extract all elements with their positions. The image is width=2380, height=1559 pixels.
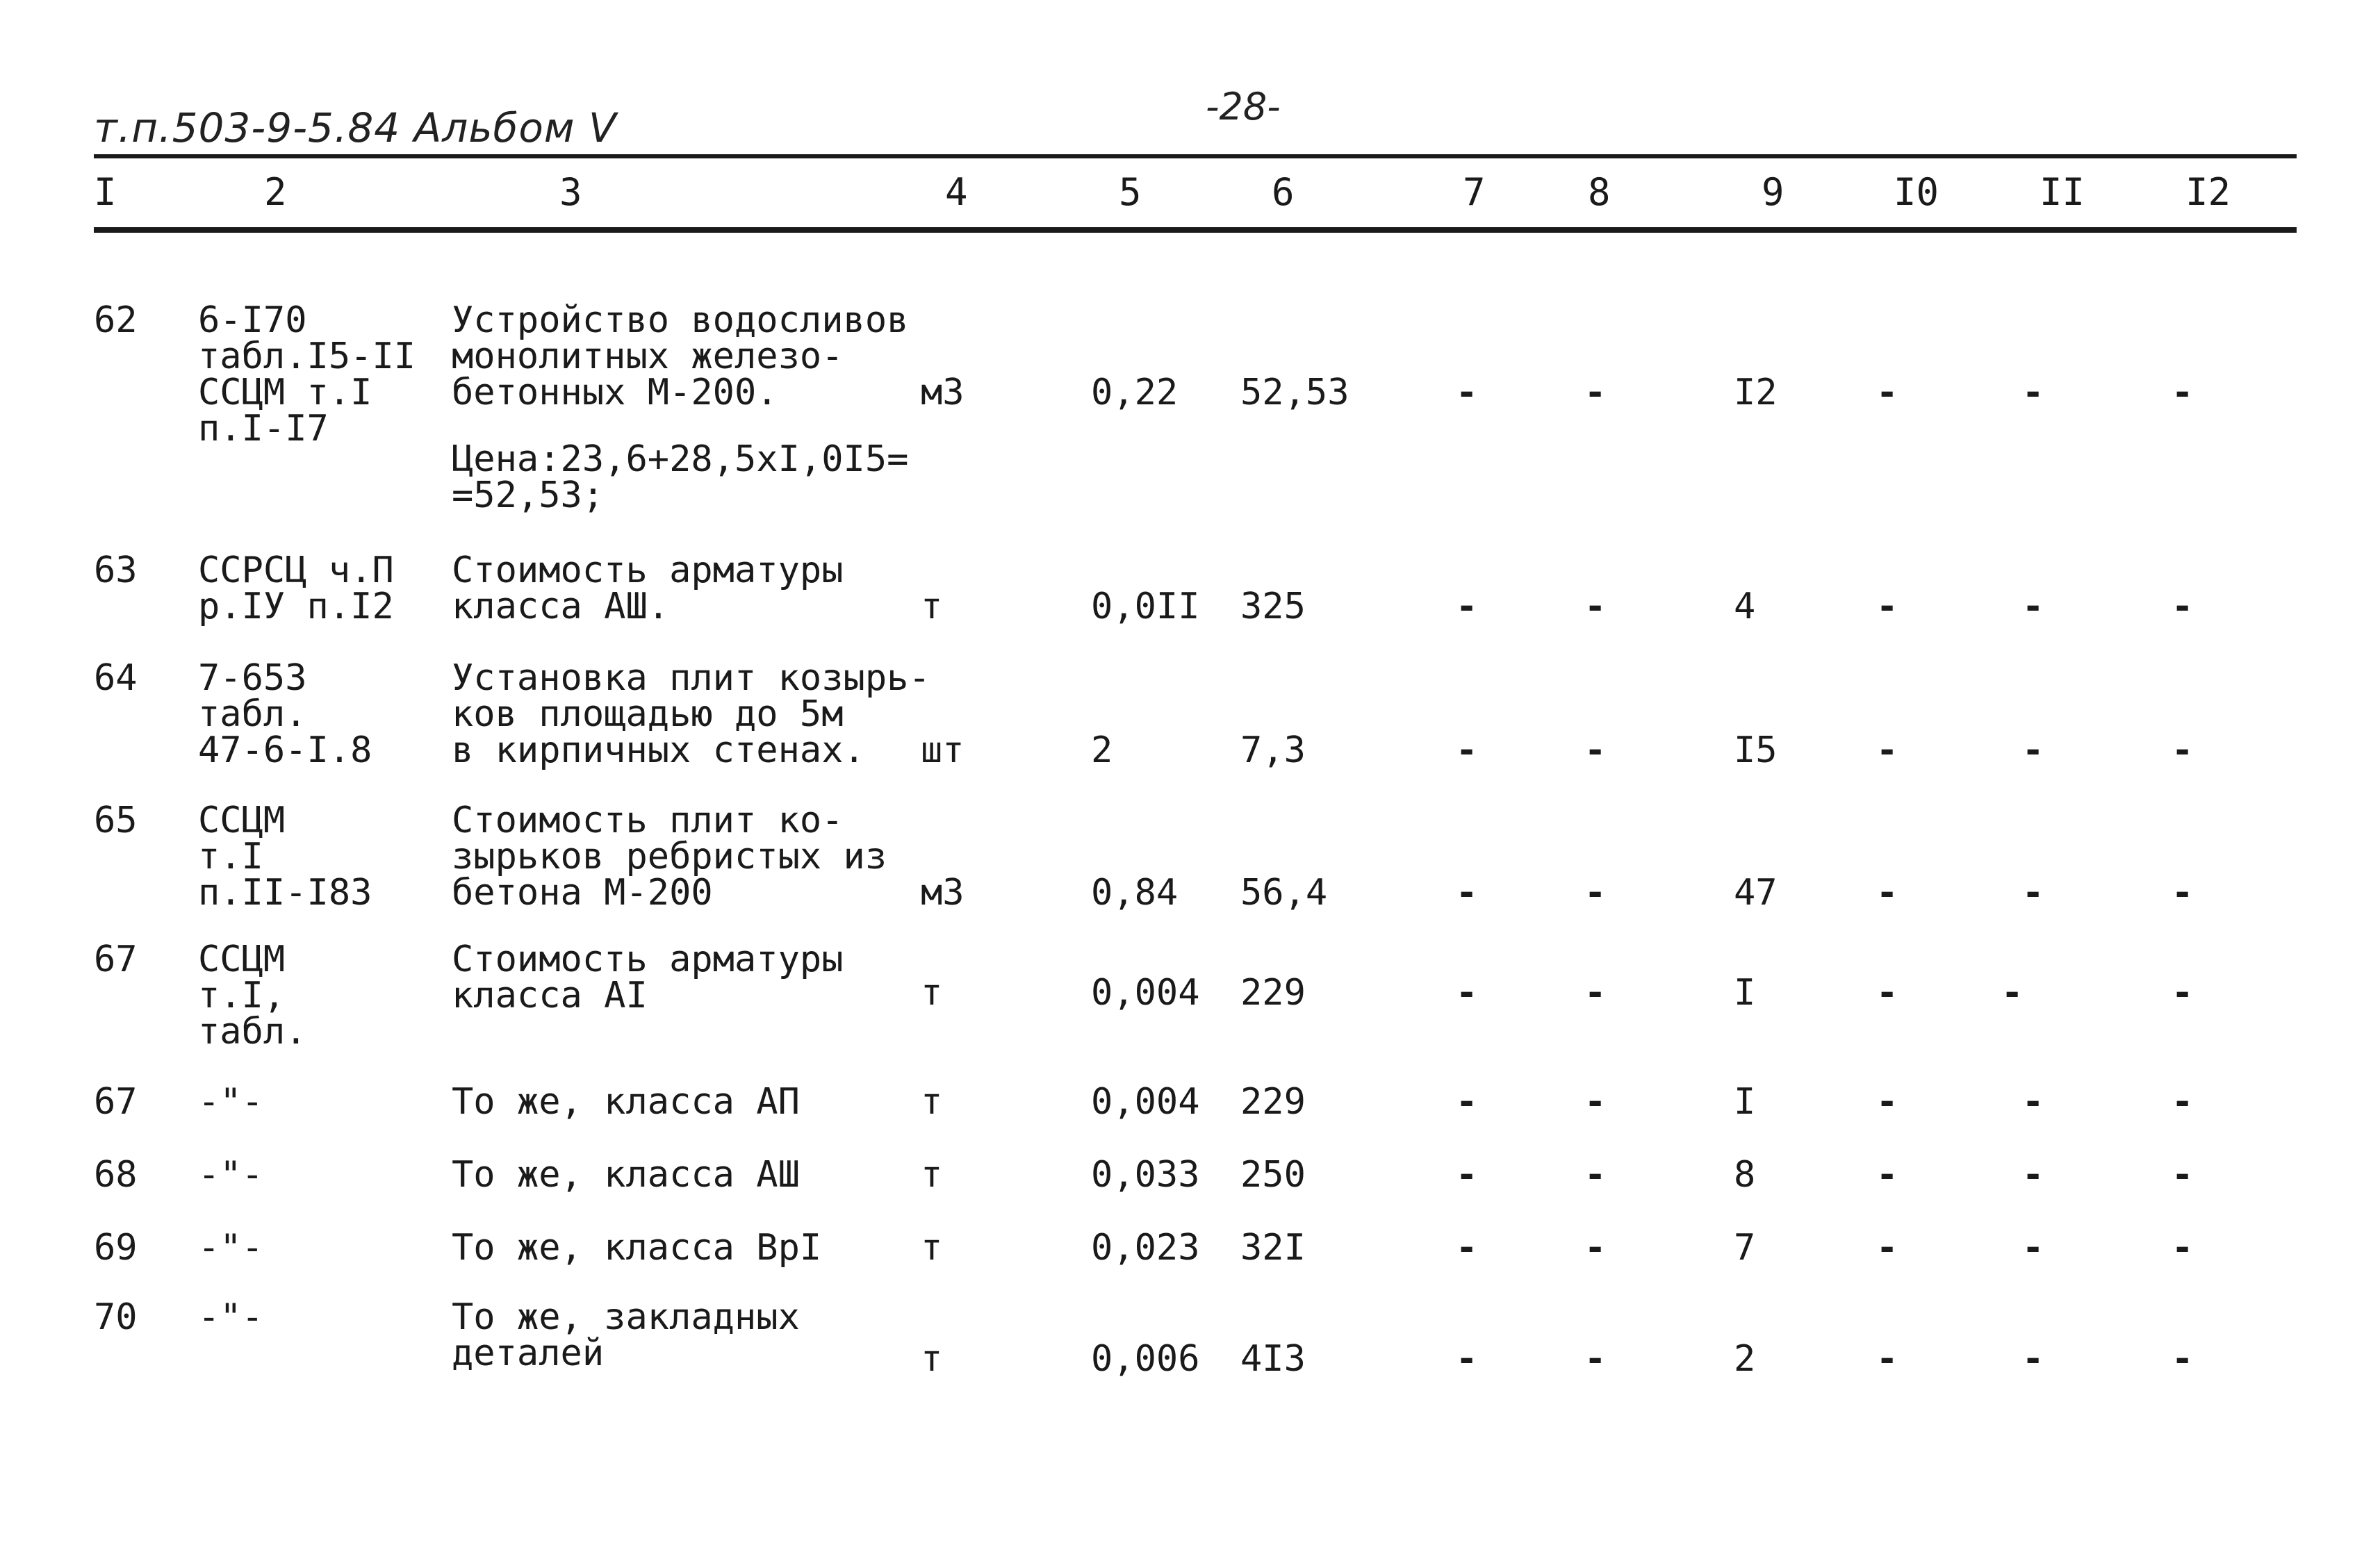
unit: т [921, 972, 943, 1014]
cell-col10: - [1876, 1338, 1898, 1380]
cell-col9: 8 [1734, 1154, 1756, 1196]
cell-col8: - [1584, 872, 1607, 914]
row-number: 67 [94, 939, 138, 980]
cell-col11: - [2022, 1338, 2044, 1380]
cell-col8: - [1584, 372, 1607, 413]
cell-col11: - [2022, 1154, 2044, 1196]
column-number: 3 [559, 170, 582, 214]
cell-col11: - [2001, 972, 2024, 1014]
quantity: 0,006 [1091, 1338, 1200, 1380]
work-description: Стоимость плит ко- зырьков ребристых из бетона М-200 [452, 800, 887, 914]
row-number: 70 [94, 1296, 138, 1338]
cell-col12: - [2172, 872, 2194, 914]
work-description: Стоимость арматуры класса АШ. [452, 550, 844, 627]
cell-col9: I5 [1734, 729, 1778, 771]
row-number: 65 [94, 800, 138, 841]
row-number: 67 [94, 1081, 138, 1123]
cell-col9: 7 [1734, 1227, 1756, 1269]
unit: т [921, 1338, 943, 1380]
row-number: 63 [94, 550, 138, 591]
column-number: 2 [264, 170, 287, 214]
unit-price: 325 [1240, 586, 1306, 627]
quantity: 0,004 [1091, 1081, 1200, 1123]
unit: т [921, 586, 943, 627]
unit-price: 4I3 [1240, 1338, 1306, 1380]
header-rule [94, 227, 2297, 233]
unit: м3 [921, 872, 965, 914]
quantity: 0,84 [1091, 872, 1179, 914]
cell-col8: - [1584, 1227, 1607, 1269]
cell-col11: - [2022, 1227, 2044, 1269]
cell-col11: - [2022, 586, 2044, 627]
cell-col8: - [1584, 729, 1607, 771]
cell-col9: I2 [1734, 372, 1778, 413]
unit: шт [921, 729, 965, 771]
quantity: 0,004 [1091, 972, 1200, 1014]
work-description: Устройство водосливов монолитных железо- бетонных М-200. [452, 299, 909, 413]
quantity: 0,033 [1091, 1154, 1200, 1196]
norm-code: 6-I70 табл.I5-II ССЦМ т.I п.I-I7 [198, 299, 416, 449]
unit: м3 [921, 372, 965, 413]
cell-col10: - [1876, 972, 1898, 1014]
cell-col7: - [1456, 372, 1478, 413]
cell-col11: - [2022, 872, 2044, 914]
work-description: То же, закладных деталей [452, 1296, 800, 1374]
cell-col12: - [2172, 972, 2194, 1014]
column-number: II [2040, 170, 2085, 214]
cell-col7: - [1456, 1227, 1478, 1269]
work-description: То же, класса ВрI [452, 1227, 822, 1269]
cell-col11: - [2022, 729, 2044, 771]
column-number: 8 [1588, 170, 1611, 214]
cell-col8: - [1584, 1338, 1607, 1380]
unit-price: 250 [1240, 1154, 1306, 1196]
cell-col12: - [2172, 729, 2194, 771]
norm-code: -"- [198, 1227, 263, 1269]
quantity: 0,22 [1091, 372, 1179, 413]
cell-col9: 2 [1734, 1338, 1756, 1380]
work-description: Установка плит козырь- ков площадью до 5м в кирпичных стенах. [452, 657, 930, 771]
cell-col7: - [1456, 586, 1478, 627]
cell-col10: - [1876, 729, 1898, 771]
row-number: 69 [94, 1227, 138, 1269]
cell-col12: - [2172, 586, 2194, 627]
unit-price: 52,53 [1240, 372, 1349, 413]
cell-col10: - [1876, 1227, 1898, 1269]
norm-code: -"- [198, 1154, 263, 1196]
album-title: т.п.503-9-5.84 Альбом V [94, 104, 617, 151]
column-number: 5 [1119, 170, 1142, 214]
row-number: 68 [94, 1154, 138, 1196]
quantity: 0,023 [1091, 1227, 1200, 1269]
work-description: То же, класса АШ [452, 1154, 800, 1196]
cell-col7: - [1456, 972, 1478, 1014]
column-number: 6 [1272, 170, 1295, 214]
cell-col11: - [2022, 1081, 2044, 1123]
cell-col10: - [1876, 586, 1898, 627]
cell-col11: - [2022, 372, 2044, 413]
column-number: 4 [945, 170, 968, 214]
norm-code: -"- [198, 1296, 263, 1338]
cell-col10: - [1876, 372, 1898, 413]
cell-col12: - [2172, 1154, 2194, 1196]
cell-col9: 4 [1734, 586, 1756, 627]
cell-col9: I [1734, 1081, 1756, 1123]
cell-col7: - [1456, 872, 1478, 914]
row-number: 62 [94, 299, 138, 341]
norm-code: -"- [198, 1081, 263, 1123]
page-number: -28- [1206, 85, 1281, 129]
column-number: I [94, 170, 117, 214]
cell-col8: - [1584, 1081, 1607, 1123]
cell-col8: - [1584, 1154, 1607, 1196]
column-number: I2 [2185, 170, 2231, 214]
unit-price: 56,4 [1240, 872, 1328, 914]
unit: т [921, 1154, 943, 1196]
unit-price: 7,3 [1240, 729, 1306, 771]
cell-col8: - [1584, 972, 1607, 1014]
norm-code: ССЦМ т.I, табл. [198, 939, 307, 1053]
unit-price: 229 [1240, 1081, 1306, 1123]
cell-col12: - [2172, 1338, 2194, 1380]
cell-col10: - [1876, 872, 1898, 914]
norm-code: ССЦМ т.I п.II-I83 [198, 800, 372, 914]
cell-col12: - [2172, 1227, 2194, 1269]
quantity: 2 [1091, 729, 1113, 771]
unit: т [921, 1227, 943, 1269]
price-note: Цена:23,6+28,5хI,0I5= =52,53; [452, 438, 909, 516]
cell-col12: - [2172, 1081, 2194, 1123]
work-description: Стоимость арматуры класса АI [452, 939, 844, 1016]
cell-col7: - [1456, 1338, 1478, 1380]
unit-price: 229 [1240, 972, 1306, 1014]
norm-code: ССРСЦ ч.П р.IУ п.I2 [198, 550, 394, 627]
cell-col12: - [2172, 372, 2194, 413]
norm-code: 7-653 табл. 47-6-I.8 [198, 657, 372, 771]
cell-col9: 47 [1734, 872, 1778, 914]
cell-col7: - [1456, 729, 1478, 771]
column-number: 9 [1762, 170, 1784, 214]
cell-col10: - [1876, 1081, 1898, 1123]
cell-col9: I [1734, 972, 1756, 1014]
row-number: 64 [94, 657, 138, 699]
cell-col7: - [1456, 1154, 1478, 1196]
cell-col10: - [1876, 1154, 1898, 1196]
cell-col8: - [1584, 586, 1607, 627]
cell-col7: - [1456, 1081, 1478, 1123]
work-description: То же, класса АП [452, 1081, 800, 1123]
top-rule [94, 154, 2297, 158]
quantity: 0,0II [1091, 586, 1200, 627]
unit-price: 32I [1240, 1227, 1306, 1269]
unit: т [921, 1081, 943, 1123]
column-number: I0 [1894, 170, 1939, 214]
column-number: 7 [1463, 170, 1486, 214]
